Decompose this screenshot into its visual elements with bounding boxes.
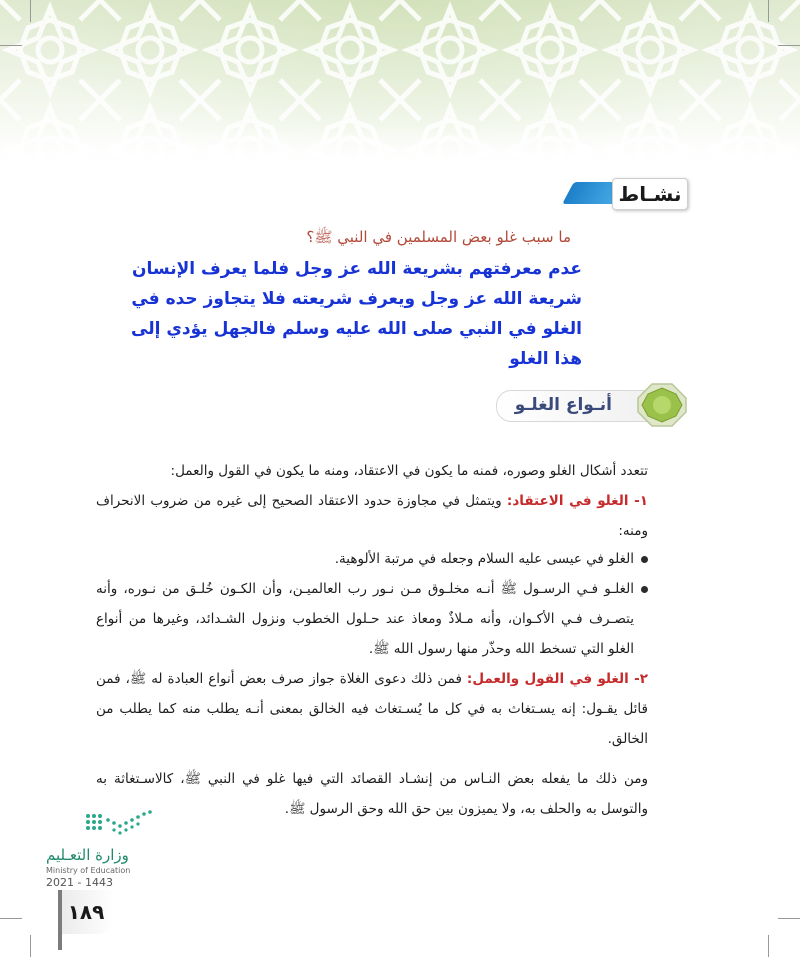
section-title: أنـواع الغلـو [514,395,612,415]
bullet-item: الغلو في عيسى عليه السلام وجعله في مرتبة الألوهية. [96,544,648,574]
geometric-pattern-graphic [0,0,800,170]
item-speech-action-label: ٢- الغلو في القول والعمل: [466,671,648,687]
activity-answer: عدم معرفتهم بشريعة الله عز وجل فلما يعرف الإنسان شريعة الله عز وجل ويعرف شريعته فلا يتجاوز حده في الغلو في النبي صلى الله عليه وسلم فالجهل يؤدي إلى هذا الغلو [131,259,582,369]
activity-tab-label: نشـاط [612,178,688,210]
crop-mark [768,935,769,957]
edition-year: 2021 - 1443 [46,876,113,889]
activity-tab [568,178,688,208]
intro-paragraph: تتعدد أشكال الغلو وصوره، فمنه ما يكون في الاعتقاد، ومنه ما يكون في القول والعمل: [170,463,648,479]
crop-mark [30,935,31,957]
page-number: ١٨٩ [58,890,114,934]
crop-mark [778,45,800,46]
section-heading [496,382,688,428]
octagon-badge-icon [636,382,688,428]
ministry-logo-icon [84,808,154,840]
closing-paragraph: ومن ذلك ما يفعله بعض النـاس من إنشـاد القصائد التي فيها غلو في النبي ﷺ، كالاسـتغاثة به والتوسل به والحلف به، ولا يميزون بين حق الله وحق الرسول ﷺ. [96,771,648,817]
item-belief-text: ويتمثل في مجاوزة حدود الاعتقاد الصحيح إلى غيره من ضروب الانحراف ومنه: [96,493,648,539]
activity-question: ما سبب غلو بعض المسلمين في النبي ﷺ؟ [306,228,571,246]
crop-mark [778,918,800,919]
item-speech-action [96,664,648,754]
belief-bullets [96,544,648,664]
crop-mark [30,0,31,22]
ministry-name-english: Ministry of Education [46,866,131,875]
crop-mark [768,0,769,22]
crop-mark [0,45,22,46]
crop-mark [0,918,22,919]
item-speech-action-text: فمن ذلك دعوى الغلاة جواز صرف بعض أنواع العبادة له ﷺ، فمن قائل يقـول: إنه يسـتغاث به في كل ما يُسـتغاث فيه الخالق بمعنى أنـه يطلب منه كما يطلب من الخالق. [96,671,648,747]
decorative-pattern-header [0,0,800,170]
item-belief-label: ١- الغلو في الاعتقاد: [506,493,648,509]
ministry-name-arabic: وزارة التعـليم [46,846,129,864]
bullet-item: الغلـو فـي الرسـول ﷺ أنـه مخلـوق مـن نـور رب العالميـن، وأن الكـون خُلـق من نـوره، وأنه يتصـرف فـي الأكـوان، وأنه مـلاذٌ ومعاذ عند حـلول الخطوب ونزول الشـدائد، وغيرها من أنواع الغلو التي تسخط الله وحذّر منها رسول الله ﷺ. [96,574,648,664]
item-belief [96,486,648,546]
